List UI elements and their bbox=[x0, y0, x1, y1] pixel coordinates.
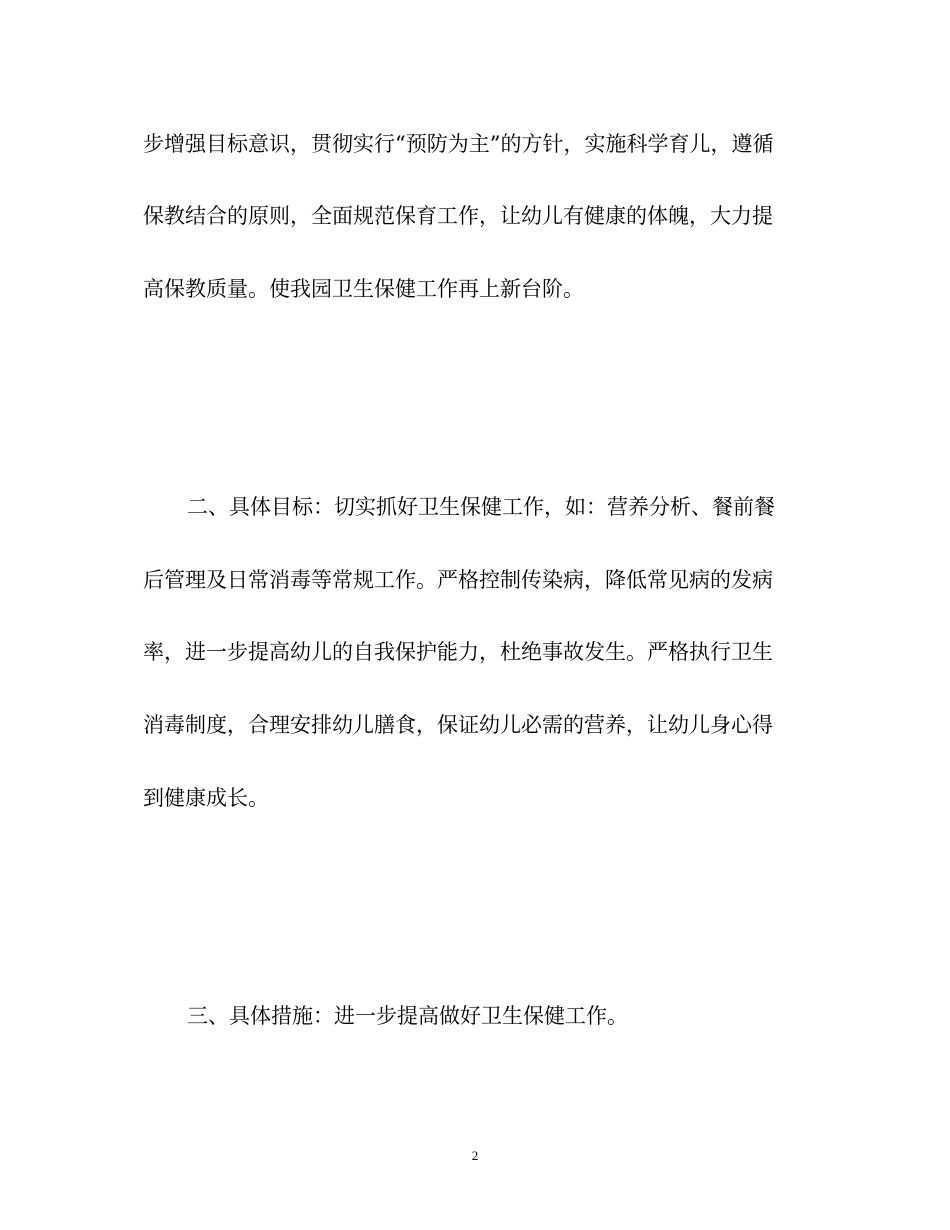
text-line: 三、具体措施：进一步提高做好卫生保健工作。 bbox=[187, 1004, 628, 1028]
text-line: 高保教质量。使我园卫生保健工作再上新台阶。 bbox=[143, 277, 584, 301]
text-line: 二、具体目标：切实抓好卫生保健工作，如：营养分析、餐前餐 bbox=[187, 495, 775, 519]
text-line: 后管理及日常消毒等常规工作。严格控制传染病，降低常见病的发病 bbox=[143, 568, 773, 592]
text-line: 保教结合的原则，全面规范保育工作，让幼儿有健康的体魄，大力提 bbox=[143, 204, 773, 228]
page-number: 2 bbox=[471, 1148, 479, 1163]
text-line: 到健康成长。 bbox=[143, 786, 269, 810]
text-line: 消毒制度，合理安排幼儿膳食，保证幼儿必需的营养，让幼儿身心得 bbox=[143, 713, 773, 737]
text-line: 率，进一步提高幼儿的自我保护能力，杜绝事故发生。严格执行卫生 bbox=[143, 640, 773, 664]
text-line: 步增强目标意识，贯彻实行“预防为主”的方针，实施科学育儿，遵循 bbox=[143, 132, 774, 156]
